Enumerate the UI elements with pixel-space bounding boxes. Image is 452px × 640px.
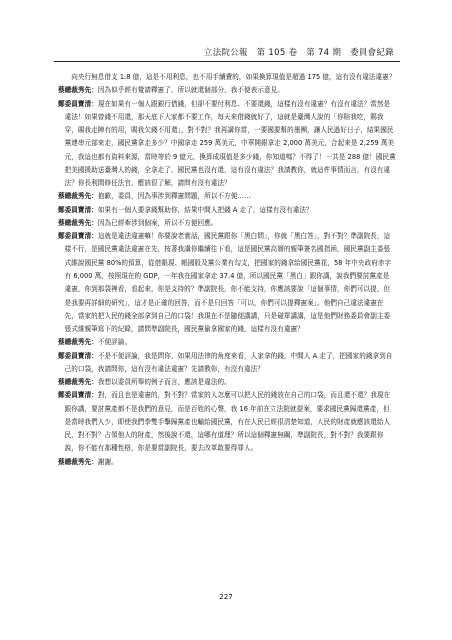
paragraph-text: 我想以委員所舉的例子而言，應該是違法的。 (97, 378, 231, 387)
paragraph-text: 因為似乎經有覺請釋憲了，所以就還個部分，我不便表示意見。 (97, 86, 284, 95)
gazette-header-title: 立法院公報 第 105 卷 第 74 期 委員會紀錄 (203, 47, 394, 57)
page-number: 227 (219, 592, 233, 601)
speaker-label: 蔡總裁秀先： (58, 338, 98, 347)
speaker-label: 鄭委員寶清： (58, 351, 98, 360)
transcript-paragraph (58, 456, 396, 469)
transcript-paragraph (58, 336, 396, 349)
paragraph-text: 因為已經牽涉到個案，所以不方便回應。 (97, 218, 218, 227)
speaker-label: 蔡總裁秀先： (58, 457, 98, 466)
transcript-paragraph (58, 376, 396, 389)
transcript-paragraph (58, 71, 396, 84)
paragraph-text: 如果有一個人要拿錢幫助你，結果中間人把錢 A 走了，這樣有沒有違法？ (97, 205, 313, 214)
transcript-paragraph (58, 98, 396, 191)
paragraph-text: 這就是違法違憲嘛！你要說老實話，國民黨跟你「黑白問」，你就「黑白答」，對不對？準副院長，這樣不行，是國民黨違法違憲在先，按著我講你繼續往下看，這是國民黨高層的親筆簽名國指函，國民黨副主委張式維說國民黨 80%的預算，從借賬現、帳國股及黨公業有勾支，把國家的錢拿給國民黨花，58 年中央政府赤字有 6,000 萬，按照現在的 GDP，一年我在國家拿走 37.4 億，所以國民黨「黑白」跟你講，說我們要討黨產是違憲，你到那袋裡看，看起來，你是支持的？準副院長，你不能支持，你應該要說「這個事情，你們可以提，但是我要再詳細的研究」，這才是正確的回答，而不是只回答「可以，你們可以提釋憲案」。他們自己違法違憲在先，當家的把人民的錢全部拿到自己的口袋！我現在不是隨便講講，只是碰單講講，這是他們財務委員會副主委張式維親筆寫下的紀錄，請問準副院長，國民黨偷拿國家的錢，這樣有沒有違憲？ (64, 232, 392, 334)
paragraph-text: 謝謝。 (97, 457, 118, 466)
paragraph-text: 對，而且也是違憲的，對不對？當家的人怎麼可以把人民的錢放在自己的口袋，而且還不還？我現在跟你講，要討黨產都不是我們的意見，而是百姓的心聲，我 16 年前在立法院就提案，要求國民黨歸還黨產，但是當時我們人少，即使我們拳雙手擊歸黨產也輸給國民黨，有在人民已經很清楚知道，人民的財產就應該還給人民，對不對？占領他人的財產，然後說不還，這哪有道理？所以這個釋憲無關，準副院長，對不對？我要跟你說，你不能有那種性格，你是要當副院長，要去改革敢要得罪人。 (64, 391, 391, 453)
transcript-paragraph (58, 84, 396, 97)
paragraph-text: 不便評論。 (97, 338, 132, 347)
speaker-label: 蔡總裁秀先： (58, 192, 98, 201)
header-divider (54, 61, 400, 62)
transcript-paragraph (58, 190, 396, 203)
transcript-body (58, 71, 396, 469)
transcript-paragraph (58, 350, 396, 377)
speaker-label: 鄭委員寶清： (58, 391, 98, 400)
transcript-paragraph (58, 217, 396, 230)
paragraph-text: 現在如果有一個人跟銀行借錢，但卻不要付利息、不要還錢，這樣有沒有違憲？有沒有違法？當然是違法！如果曾錢不用還，那天底下大家都不要工作，每天來借錢就好了，這就是臺灣人說的「你賠我吃，賜我穿，賜我走陣有的用，賜我欠錢不用還」，對不對？我再講你當，一要國要幫的墨團，讓人民過好日子，結果國民黨連串元部來走，國民黨拿走多少？中國拿走 259 萬美元，中華開銀拿走 2,000 萬美元，合起來是 2,259 萬美元，我這也都有資料來源，當時等於 9 億元，換算成現值是多少錢，你知道嗎？不得了！一共是 288 億！國民黨把美國援助送臺灣人的錢，全拿走了，國民黨也沒有還，這有沒有違法？我請教你，就這件事情而言，有沒有違法？你長利間修任法官，應該很了解，請問有沒有違法？ (64, 99, 396, 188)
speaker-label: 蔡總裁秀先： (58, 86, 98, 95)
page-header (0, 46, 452, 60)
transcript-paragraph (58, 389, 396, 455)
transcript-paragraph (58, 204, 396, 217)
paragraph-text: 抱歉，委員，因為事涉到釋憲問題，所以不方便…… (97, 192, 251, 201)
transcript-paragraph (58, 230, 396, 336)
speaker-label: 鄭委員寶清： (58, 232, 98, 241)
speaker-label: 蔡總裁秀先： (58, 218, 98, 227)
speaker-label: 蔡總裁秀先： (58, 378, 98, 387)
speaker-label: 鄭委員寶清： (58, 205, 98, 214)
speaker-label: 鄭委員寶清： (58, 99, 98, 108)
paragraph-text: 向央行無息借支 1.8 億，這是不用利息，也不用手續費的，如果換算現值是超過 175 億，這有沒有違法違憲？ (71, 73, 396, 81)
paragraph-text: 不是不便評論，我是問你，如果用法律的角度來看，人家拿的錢，中間人 A 走了，把國家的錢拿到自己的口袋，我請問你，這有沒有違法違憲？先請教你，有沒有違法？ (64, 351, 393, 373)
